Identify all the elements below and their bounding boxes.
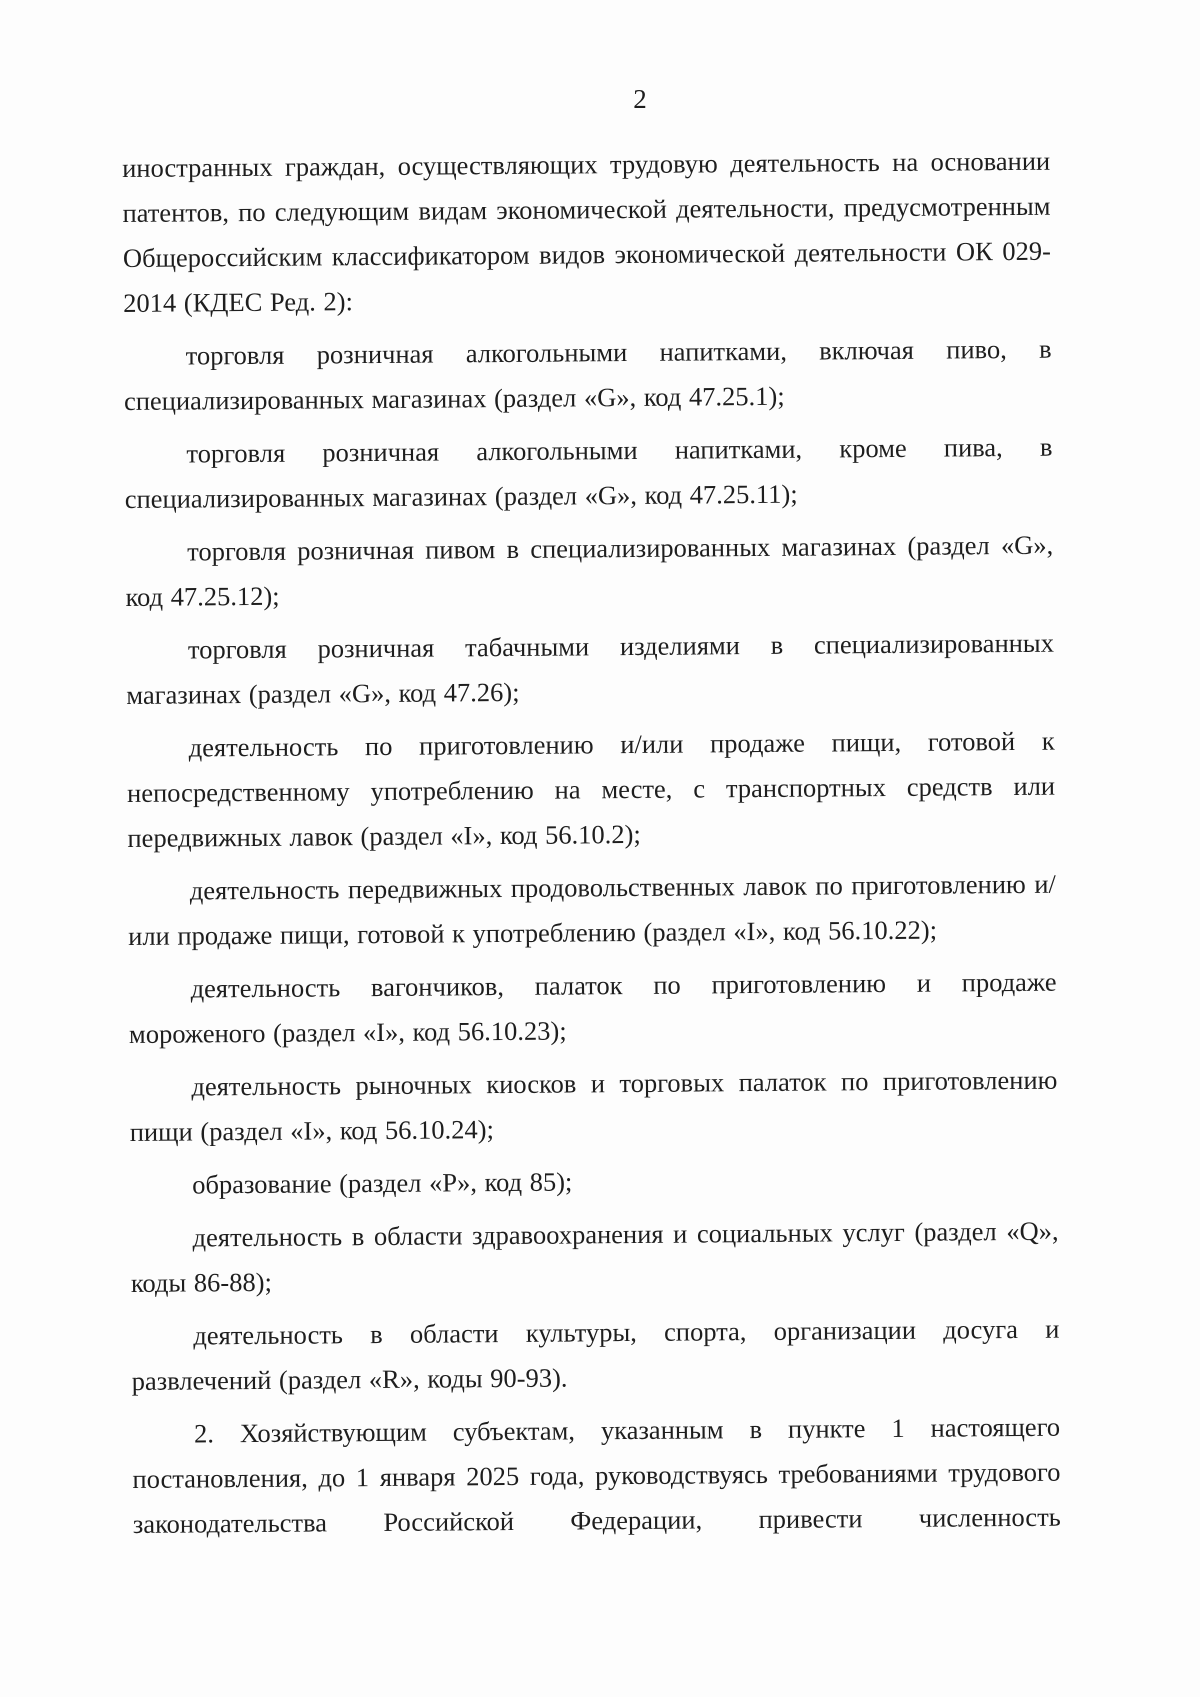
paragraph-point-2: 2. Хозяйствующим субъектам, указанным в пункте 1 настоящего постановления, до 1 января 2025 года, руководствуясь требованиями трудового законодательства Российской Федерации, привести численность <box>132 1411 1061 1539</box>
list-item-activity: деятельность в области здравоохранения и социальных услуг (раздел «Q», коды 86-88); <box>130 1215 1059 1298</box>
list-item-activity: деятельность рыночных киосков и торговых палаток по приготовлению пищи (раздел «I», код 56.10.24); <box>129 1064 1058 1147</box>
list-item-activity: деятельность по приготовлению и/или продаже пищи, готовой к непосредственному употреблению на месте, с транспортных средств или передвижных лавок (раздел «I», код 56.10.2); <box>126 725 1056 853</box>
paragraph-intro-continuation: иностранных граждан, осуществляющих трудовую деятельность на основании патентов, по следующим видам экономической деятельности, предусмотренным Общероссийским классификатором видов экономической деятельности ОК 029-2014 (КДЕС Ред. 2): <box>122 145 1051 318</box>
list-item-activity: торговля розничная пивом в специализированных магазинах (раздел «G», код 47.25.12); <box>125 529 1054 612</box>
list-item-activity: торговля розничная табачными изделиями в специализированных магазинах (раздел «G», код 47.26); <box>126 627 1055 710</box>
list-item-activity: образование (раздел «P», код 85); <box>192 1166 573 1200</box>
list-item-activity: торговля розничная алкогольными напитками, кроме пива, в специализированных магазинах (раздел «G», код 47.25.11); <box>124 431 1053 514</box>
document-body <box>122 139 1061 1555</box>
list-item-activity: деятельность вагончиков, палаток по приготовлению и продаже мороженого (раздел «I», код 56.10.23); <box>128 966 1057 1049</box>
list-item-activity: деятельность в области культуры, спорта, организации досуга и развлечений (раздел «R», коды 90-93). <box>131 1313 1060 1396</box>
list-item-activity: торговля розничная алкогольными напитками, включая пиво, в специализированных магазинах (раздел «G», код 47.25.1); <box>123 333 1052 416</box>
list-item-activity: деятельность передвижных продовольственных лавок по приготовлению и/или продаже пищи, готовой к употреблению (раздел «I», код 56.10.22); <box>128 868 1056 951</box>
page-number: 2 <box>633 84 647 114</box>
